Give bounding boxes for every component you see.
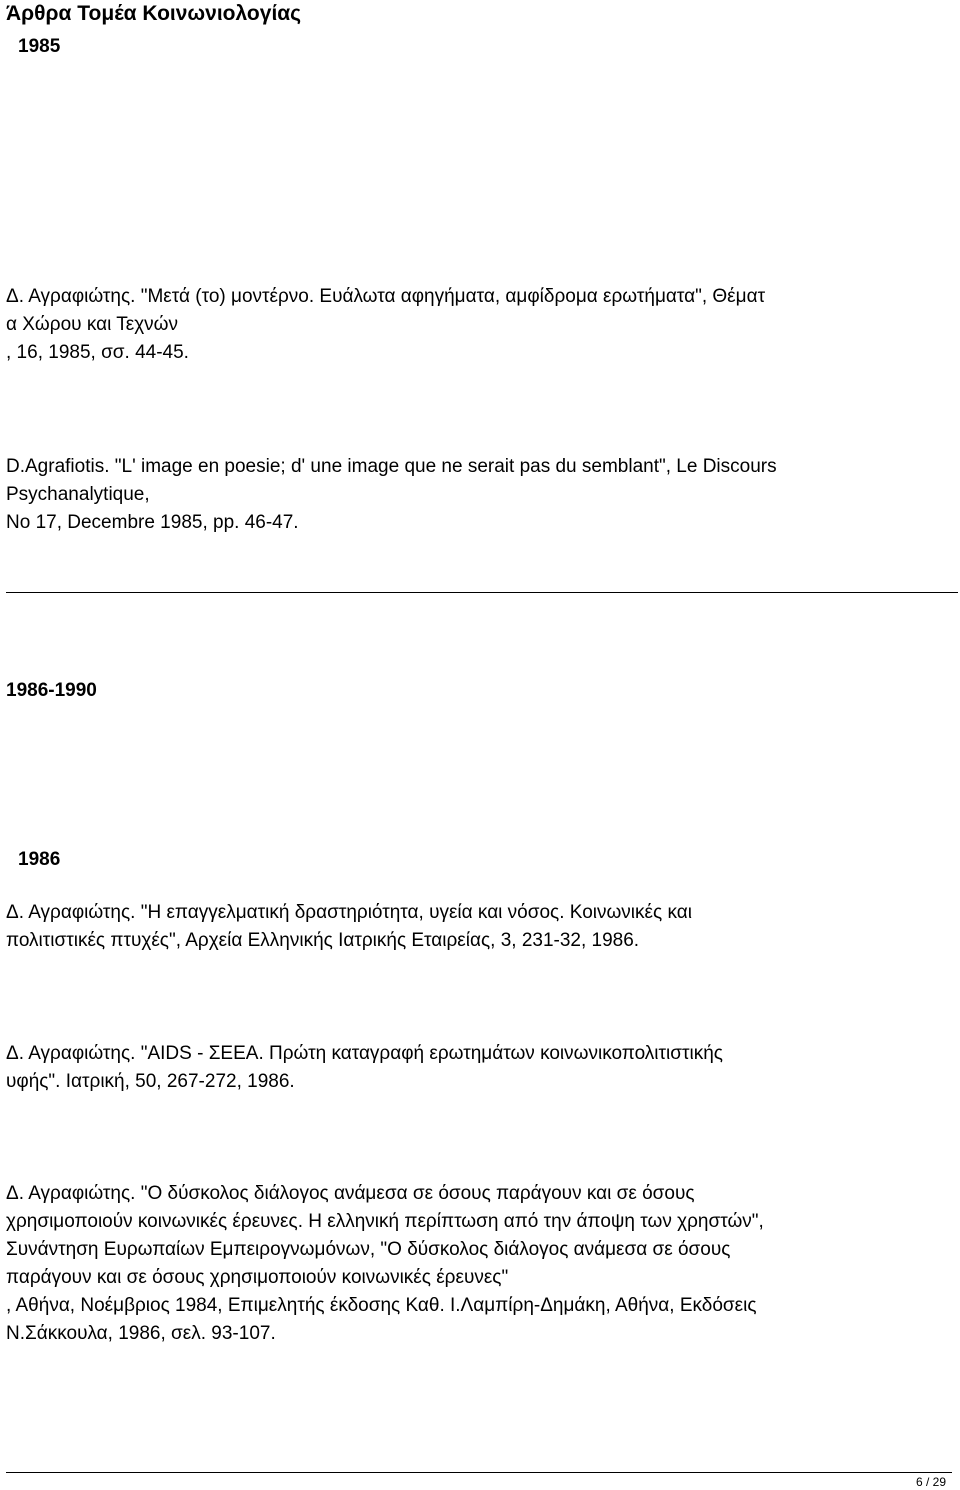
period-heading: 1986-1990 bbox=[6, 680, 97, 701]
entry-line: D.Agrafiotis. "L' image en poesie; d' une image que ne serait pas du semblant", Le Discours bbox=[6, 456, 777, 477]
section-divider bbox=[6, 592, 958, 593]
bibliography-entry bbox=[6, 1180, 951, 1348]
bibliography-entry bbox=[6, 283, 951, 367]
entry-line: Δ. Αγραφιώτης. "Μετά (το) μοντέρνο. Ευάλωτα αφηγήματα, αμφίδρομα ερωτήματα", Θέματ bbox=[6, 286, 766, 307]
entry-line: Δ. Αγραφιώτης. "AIDS - ΣΕΕΑ. Πρώτη καταγραφή ερωτημάτων κοινωνικοπολιτιστικής bbox=[6, 1043, 723, 1064]
entry-line: Δ. Αγραφιώτης. "Ο δύσκολος διάλογος ανάμεσα σε όσους παράγουν και σε όσους bbox=[6, 1183, 695, 1204]
page-header-title: Άρθρα Τομέα Κοινωνιολογίας bbox=[6, 2, 302, 25]
entry-line: παράγουν και σε όσους χρησιμοποιούν κοινωνικές έρευνες" bbox=[6, 1267, 509, 1288]
bibliography-entry bbox=[6, 899, 951, 955]
entry-line: χρησιμοποιούν κοινωνικές έρευνες. Η ελληνική περίπτωση από την άποψη των χρηστών", bbox=[6, 1211, 764, 1232]
year-heading-1985: 1985 bbox=[18, 36, 61, 57]
entry-line: Psychanalytique, bbox=[6, 484, 150, 505]
entry-line: υφής". Ιατρική, 50, 267-272, 1986. bbox=[6, 1071, 295, 1092]
bibliography-entry bbox=[6, 1040, 951, 1096]
year-heading-1986: 1986 bbox=[18, 849, 61, 870]
entry-line: πολιτιστικές πτυχές", Αρχεία Ελληνικής Ιατρικής Εταιρείας, 3, 231-32, 1986. bbox=[6, 930, 640, 951]
entry-line: , 16, 1985, σσ. 44-45. bbox=[6, 342, 189, 363]
footer-rule bbox=[6, 1472, 952, 1473]
entry-line: Δ. Αγραφιώτης. "Η επαγγελματική δραστηριότητα, υγεία και νόσος. Κοινωνικές και bbox=[6, 902, 692, 923]
entry-line: Ν.Σάκκουλα, 1986, σελ. 93-107. bbox=[6, 1323, 276, 1344]
entry-line: , Αθήνα, Νοέμβριος 1984, Επιμελητής έκδοσης Καθ. Ι.Λαμπίρη-Δημάκη, Αθήνα, Εκδόσεις bbox=[6, 1295, 757, 1316]
entry-line: Συνάντηση Ευρωπαίων Εμπειρογνωμόνων, "Ο δύσκολος διάλογος ανάμεσα σε όσους bbox=[6, 1239, 731, 1260]
entry-line: No 17, Decembre 1985, pp. 46-47. bbox=[6, 512, 299, 533]
entry-line: α Χώρου και Τεχνών bbox=[6, 314, 179, 335]
bibliography-entry bbox=[6, 453, 951, 537]
page-number: 6 / 29 bbox=[915, 1475, 946, 1489]
